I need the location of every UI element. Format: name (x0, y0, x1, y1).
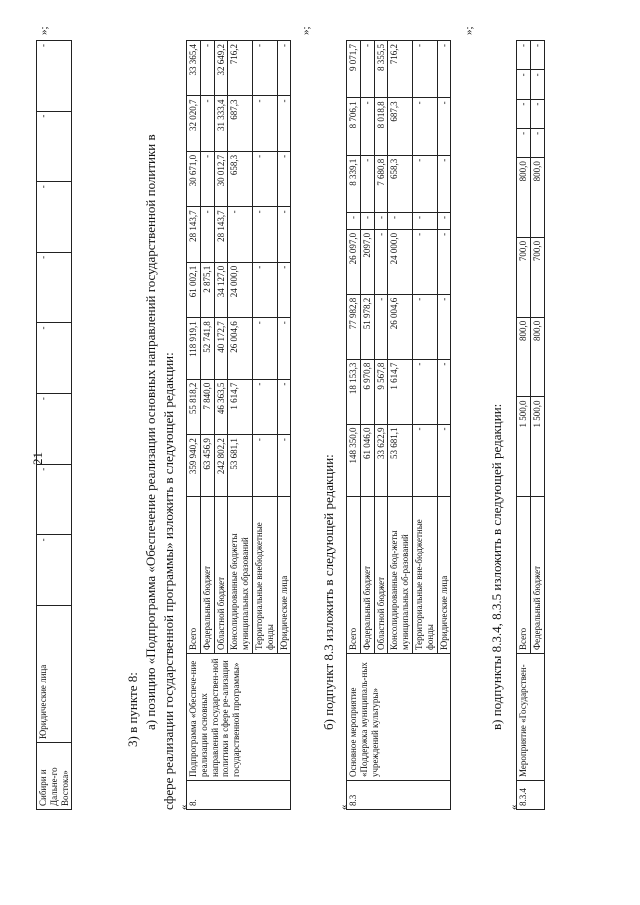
value-cell: - (412, 424, 437, 496)
cell: - (37, 182, 72, 253)
funding-source: Всего (517, 497, 531, 654)
value-cell: - (437, 155, 451, 212)
value-cell: - (360, 98, 374, 155)
program-name: Основное мероприятие «Поддержка муниципаль-ных учреждений культуры» (347, 654, 451, 781)
value-cell: 28 143,7 (214, 207, 228, 262)
value-cell: 800,0 (530, 317, 544, 397)
value-cell: 8 355,5 (374, 41, 388, 98)
value-cell: 24 000,0 (388, 229, 413, 294)
table-row (187, 41, 201, 810)
value-cell: - (530, 70, 544, 99)
value-cell: - (388, 213, 413, 230)
value-cell: - (412, 229, 437, 294)
value-cell: - (252, 96, 277, 151)
value-cell: - (412, 155, 437, 212)
value-cell: 7 840,0 (200, 379, 214, 434)
value-cell: 51 978,2 (360, 294, 374, 359)
program-name: Мероприятие «Государствен- (517, 654, 545, 781)
value-cell: 658,3 (228, 151, 253, 206)
value-cell: - (277, 435, 291, 497)
value-cell: - (412, 213, 437, 230)
value-cell: 53 681,1 (228, 435, 253, 497)
row-number: 8. (187, 781, 291, 810)
funding-source: Территориальные внебюджетные фонды (252, 497, 277, 654)
value-cell: 24 000,0 (228, 262, 253, 317)
value-cell: - (360, 155, 374, 212)
value-cell: 32 649,2 (214, 41, 228, 96)
value-cell: 40 172,7 (214, 318, 228, 379)
value-cell: - (277, 262, 291, 317)
value-cell: - (517, 41, 531, 70)
value-cell: 1 614,7 (388, 359, 413, 424)
value-cell: 32 020,7 (187, 96, 201, 151)
value-cell: 33 365,4 (187, 41, 201, 96)
value-cell: - (517, 70, 531, 99)
close-quote-8: »; (300, 26, 312, 35)
value-cell: - (277, 151, 291, 206)
funding-source: Федеральный бюджет (530, 497, 544, 654)
value-cell: - (360, 213, 374, 230)
close-quote-8-3: »; (463, 26, 475, 35)
value-cell: 9 071,7 (347, 41, 361, 98)
funding-source: Территориальные вне-бюджетные фонды (412, 497, 437, 654)
value-cell: 33 622,9 (374, 424, 388, 496)
value-cell: - (277, 207, 291, 262)
value-cell: 2 875,1 (200, 262, 214, 317)
value-cell: 2097,0 (360, 229, 374, 294)
value-cell: 26 004,6 (228, 318, 253, 379)
cell: - (37, 464, 72, 535)
value-cell: 77 982,8 (347, 294, 361, 359)
value-cell: - (252, 41, 277, 96)
value-cell: 8 339,1 (347, 155, 361, 212)
value-cell: 28 143,7 (187, 207, 201, 262)
close-quote: »; (38, 26, 50, 35)
value-cell: - (374, 213, 388, 230)
value-cell: 242 802,2 (214, 435, 228, 497)
value-cell: - (412, 294, 437, 359)
value-cell: - (437, 424, 451, 496)
value-cell: 800,0 (517, 158, 531, 238)
program-name: Подпрограмма «Обеспече-ние реализации основных направлений государствен-ной политики в сфере ре-ализации государственной программы» (187, 654, 291, 781)
funding-source: Юридические лица (277, 497, 291, 654)
value-cell: - (252, 379, 277, 434)
cell: Юридические лица (37, 606, 72, 743)
table-row (347, 41, 361, 810)
cell: - (37, 323, 72, 394)
value-cell: 61 002,1 (187, 262, 201, 317)
value-cell: 52 741,8 (200, 318, 214, 379)
value-cell: - (530, 41, 544, 70)
value-cell: 34 127,0 (214, 262, 228, 317)
value-cell: 1 500,0 (517, 397, 531, 497)
value-cell: 46 363,5 (214, 379, 228, 434)
value-cell: 55 818,2 (187, 379, 201, 434)
value-cell: 700,0 (530, 237, 544, 317)
value-cell: - (437, 359, 451, 424)
value-cell: 716,2 (228, 41, 253, 96)
table-8-3 (346, 40, 451, 810)
value-cell: - (374, 294, 388, 359)
value-cell: - (200, 96, 214, 151)
value-cell: - (374, 229, 388, 294)
funding-source: Областной бюджет (214, 497, 228, 654)
value-cell: 359 940,2 (187, 435, 201, 497)
value-cell: 18 153,3 (347, 359, 361, 424)
value-cell: - (412, 41, 437, 98)
funding-source: Всего (347, 497, 361, 654)
value-cell: - (517, 99, 531, 128)
value-cell: - (252, 207, 277, 262)
value-cell: - (530, 128, 544, 157)
value-cell: - (437, 41, 451, 98)
value-cell: - (412, 98, 437, 155)
open-quote: « (178, 804, 190, 810)
table-row (517, 41, 531, 810)
value-cell: - (412, 359, 437, 424)
funding-source: Федеральный бюджет (200, 497, 214, 654)
table-8-3-4 (516, 40, 545, 810)
value-cell: 30 671,0 (187, 151, 201, 206)
value-cell: - (228, 207, 253, 262)
funding-source: Всего (187, 497, 201, 654)
value-cell: 26 097,0 (347, 229, 361, 294)
funding-source: Юридические лица (437, 497, 451, 654)
value-cell: 7 680,8 (374, 155, 388, 212)
item-b: б) подпункт 8.3 изложить в следующей редакции: (321, 454, 336, 730)
value-cell: - (360, 41, 374, 98)
value-cell: 31 333,4 (214, 96, 228, 151)
value-cell: 148 350,0 (347, 424, 361, 496)
open-quote-c: « (508, 804, 520, 810)
cell: - (37, 111, 72, 182)
value-cell: 800,0 (517, 317, 531, 397)
value-cell: - (277, 41, 291, 96)
item-a-cont: сфере реализации государственной программы» изложить в следующей редакции: (161, 352, 176, 810)
funding-source: Консолидированные бюд-жеты муниципальных об-разований (388, 497, 413, 654)
value-cell: 687,3 (228, 96, 253, 151)
value-cell: - (252, 151, 277, 206)
item-3: 3) в пункте 8: (125, 672, 140, 747)
item-c: в) подпункты 8.3.4, 8.3.5 изложить в следующей редакции: (489, 403, 504, 730)
value-cell: - (517, 128, 531, 157)
value-cell: - (252, 435, 277, 497)
table-top-fragment (36, 40, 72, 810)
open-quote-b: « (338, 804, 350, 810)
cell: - (37, 252, 72, 323)
value-cell: - (437, 294, 451, 359)
value-cell: 61 046,0 (360, 424, 374, 496)
value-cell: 8 018,8 (374, 98, 388, 155)
value-cell: 30 012,7 (214, 151, 228, 206)
value-cell: - (252, 262, 277, 317)
row-number: 8.3.4 (517, 781, 545, 810)
value-cell: - (347, 213, 361, 230)
value-cell: 658,3 (388, 155, 413, 212)
value-cell: 716,2 (388, 41, 413, 98)
value-cell: - (437, 213, 451, 230)
value-cell: - (200, 207, 214, 262)
value-cell: 1 500,0 (530, 397, 544, 497)
funding-source: Консолидированные бюджеты муниципальных образований (228, 497, 253, 654)
cell: - (37, 41, 72, 112)
cell: Сибири и Дальне-го Востока» (37, 743, 72, 810)
value-cell: 9 567,8 (374, 359, 388, 424)
value-cell: 800,0 (530, 158, 544, 238)
value-cell: - (530, 99, 544, 128)
value-cell: 1 614,7 (228, 379, 253, 434)
value-cell: - (200, 151, 214, 206)
row-number: 8.3 (347, 781, 451, 810)
cell: - (37, 394, 72, 465)
value-cell: - (277, 379, 291, 434)
cell: - (37, 535, 72, 606)
item-a: а) позицию «Подпрограмма «Обеспечение реализации основных направлений государственной политики в (143, 134, 158, 730)
value-cell: 8 706,1 (347, 98, 361, 155)
value-cell: 6 970,8 (360, 359, 374, 424)
value-cell: - (200, 41, 214, 96)
value-cell: 63 456,9 (200, 435, 214, 497)
value-cell: 700,0 (517, 237, 531, 317)
value-cell: 53 681,1 (388, 424, 413, 496)
value-cell: - (437, 98, 451, 155)
value-cell: 26 004,6 (388, 294, 413, 359)
value-cell: - (437, 229, 451, 294)
funding-source: Федеральный бюджет (360, 497, 374, 654)
value-cell: 687,3 (388, 98, 413, 155)
value-cell: - (277, 318, 291, 379)
value-cell: 118 919,1 (187, 318, 201, 379)
value-cell: - (277, 96, 291, 151)
funding-source: Областной бюджет (374, 497, 388, 654)
value-cell: - (252, 318, 277, 379)
page-number: 21 (30, 452, 45, 465)
table-8 (186, 40, 291, 810)
